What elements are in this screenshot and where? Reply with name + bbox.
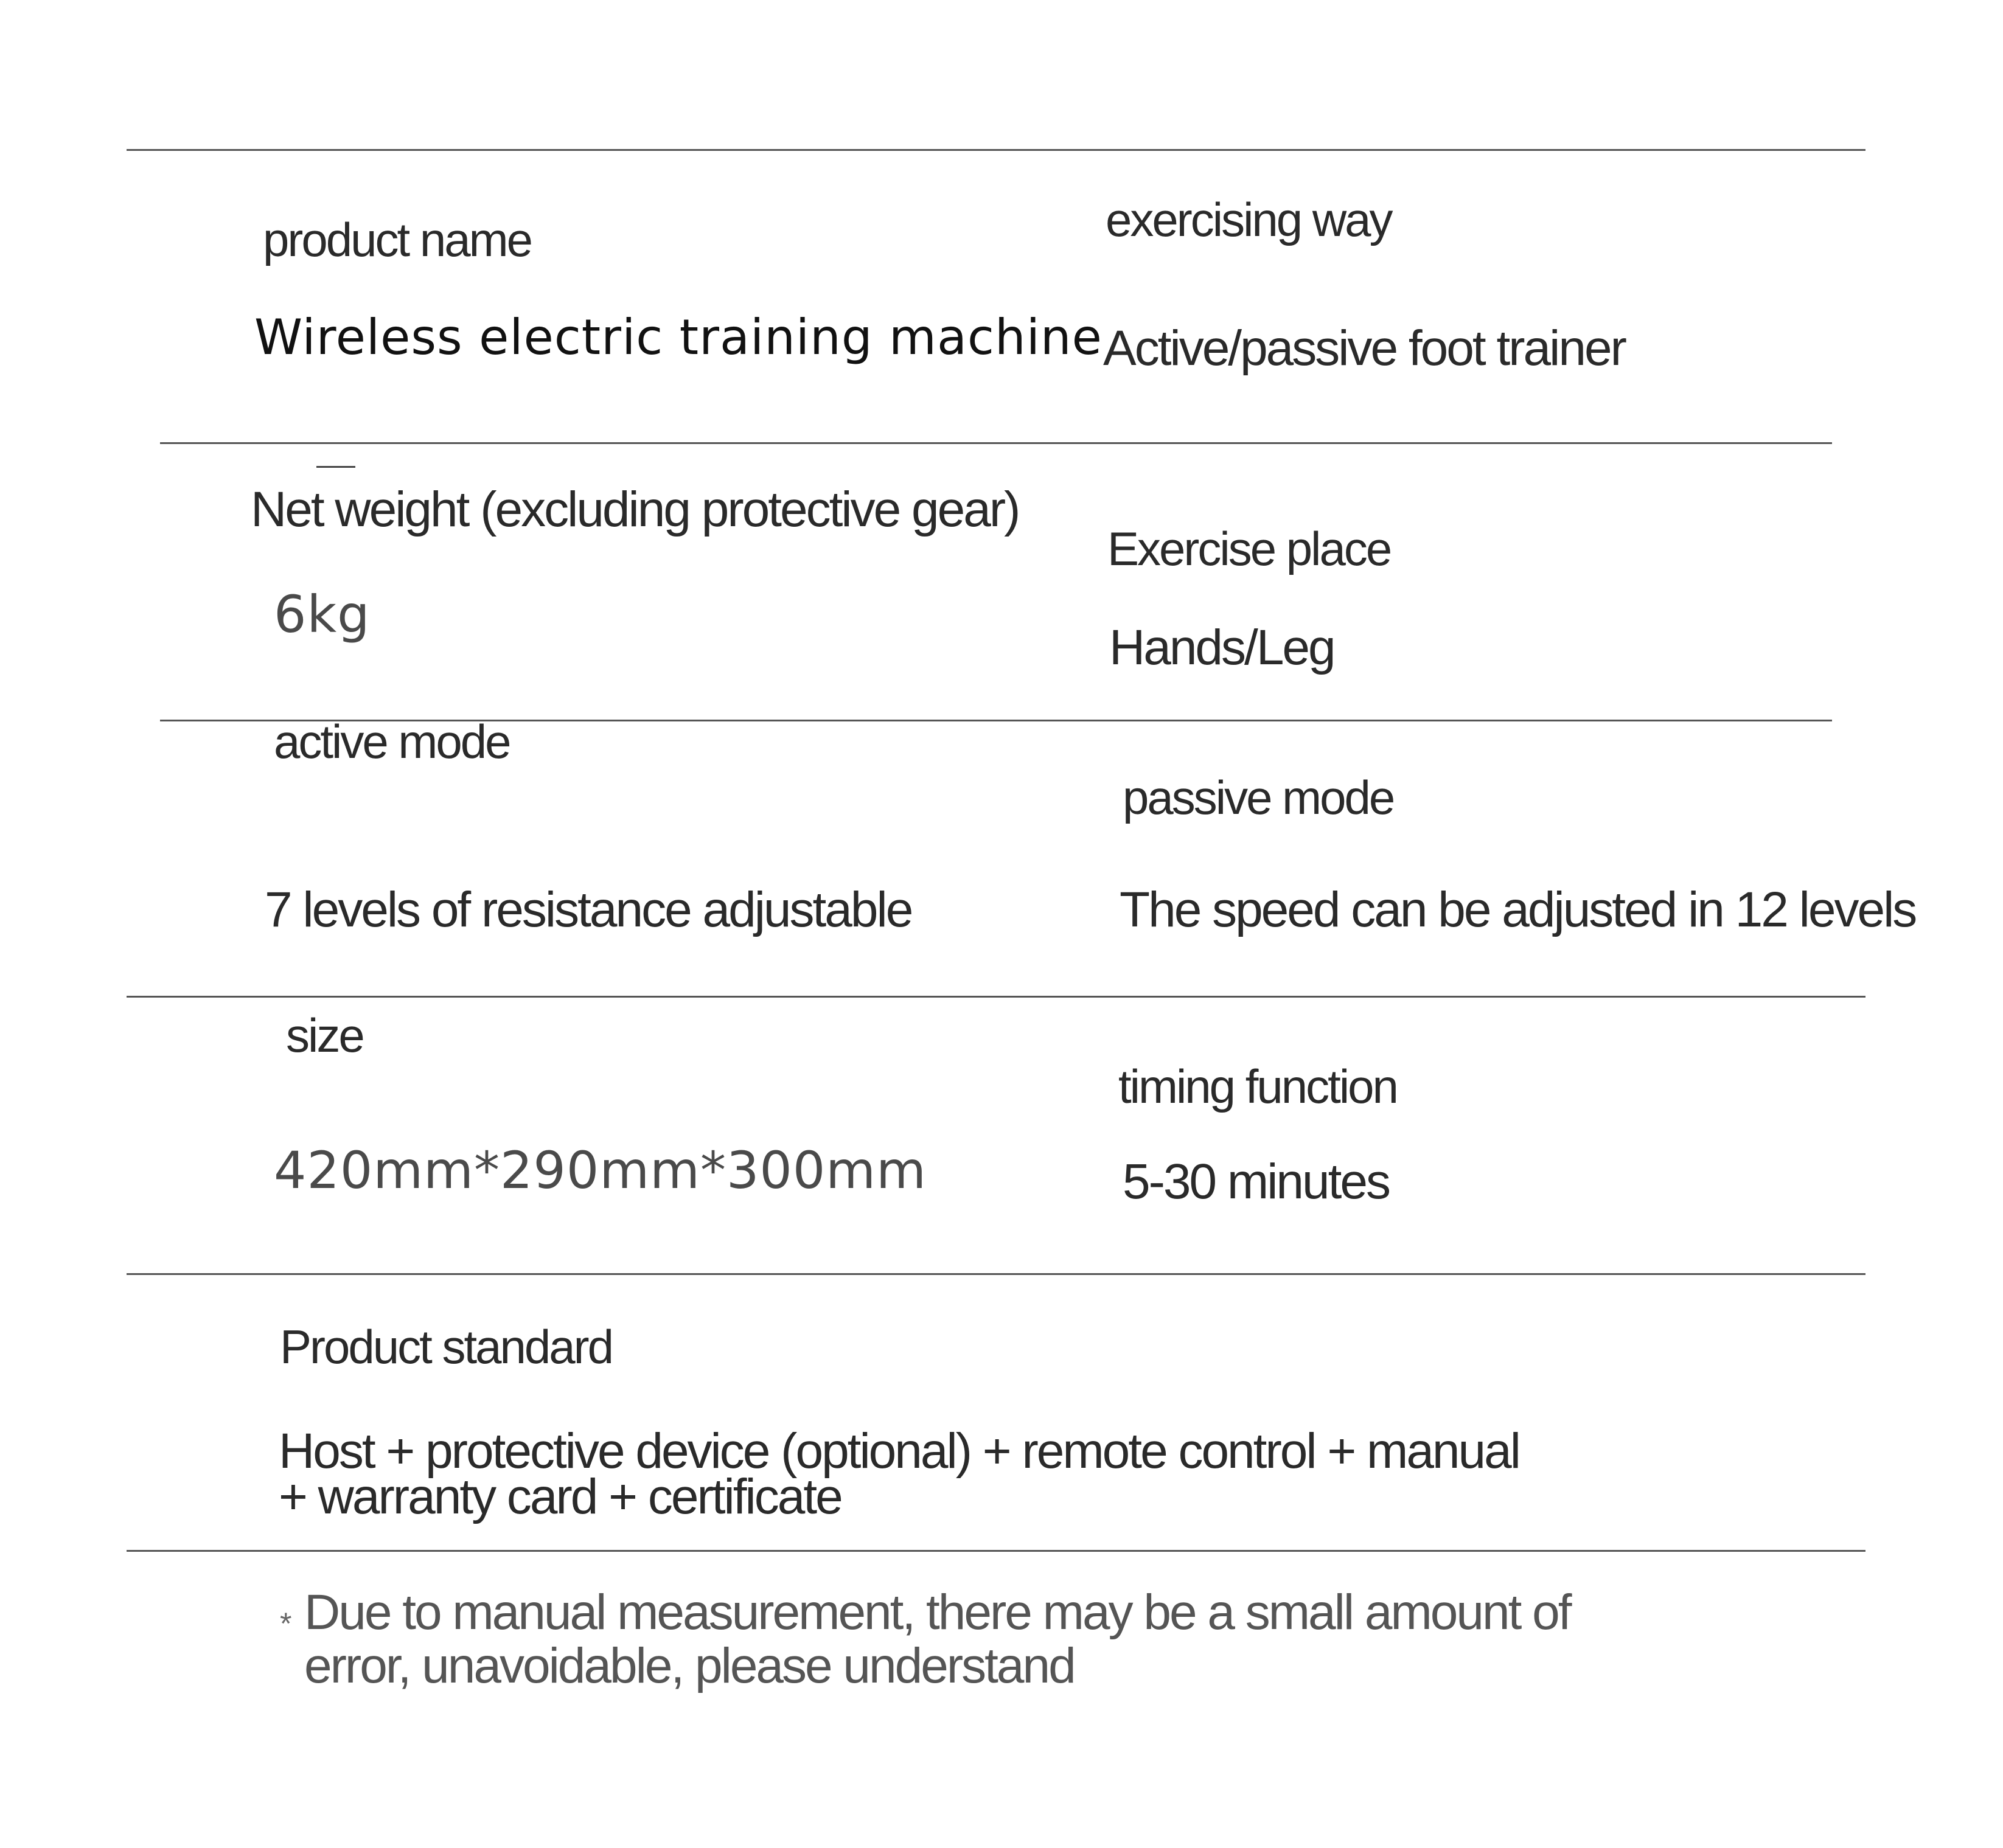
product-name-label: product name — [263, 213, 531, 266]
exercise-place-label: Exercise place — [1107, 522, 1391, 575]
footnote-line1: Due to manual measurement, there may be a small amount of — [304, 1585, 1570, 1640]
net-weight-label: Net weight (excluding protective gear) — [251, 482, 1019, 537]
timing-function-label: timing function — [1118, 1060, 1397, 1113]
passive-mode-label: passive mode — [1123, 771, 1394, 824]
footnote-line2: error, unavoidable, please understand — [304, 1638, 1075, 1693]
divider-tick — [316, 466, 355, 468]
product-standard-label: Product standard — [280, 1320, 613, 1374]
size-label: size — [286, 1009, 363, 1062]
divider-top — [127, 149, 1865, 151]
product-standard-value-line1: Host + protective device (optional) + remote control + manual — [279, 1423, 1519, 1479]
divider-row5 — [127, 1550, 1865, 1552]
exercise-place-value: Hands/Leg — [1109, 620, 1334, 675]
product-standard-value-line2: + warranty card + certificate — [279, 1469, 841, 1524]
active-mode-value: 7 levels of resistance adjustable — [265, 882, 912, 937]
divider-row3 — [127, 996, 1865, 998]
footnote-marker: * — [280, 1607, 292, 1641]
active-mode-label: active mode — [274, 715, 510, 768]
size-value: 420mm*290mm*300mm — [274, 1141, 927, 1200]
timing-function-value: 5-30 minutes — [1123, 1154, 1390, 1209]
passive-mode-value: The speed can be adjusted in 12 levels — [1120, 882, 1916, 937]
exercising-way-value: Active/passive foot trainer — [1103, 321, 1625, 376]
exercising-way-label: exercising way — [1106, 193, 1392, 246]
product-name-value: Wireless electric training machine — [254, 309, 1103, 366]
divider-row1 — [160, 442, 1832, 444]
divider-row4 — [127, 1273, 1865, 1275]
net-weight-value: 6kg — [274, 585, 371, 644]
